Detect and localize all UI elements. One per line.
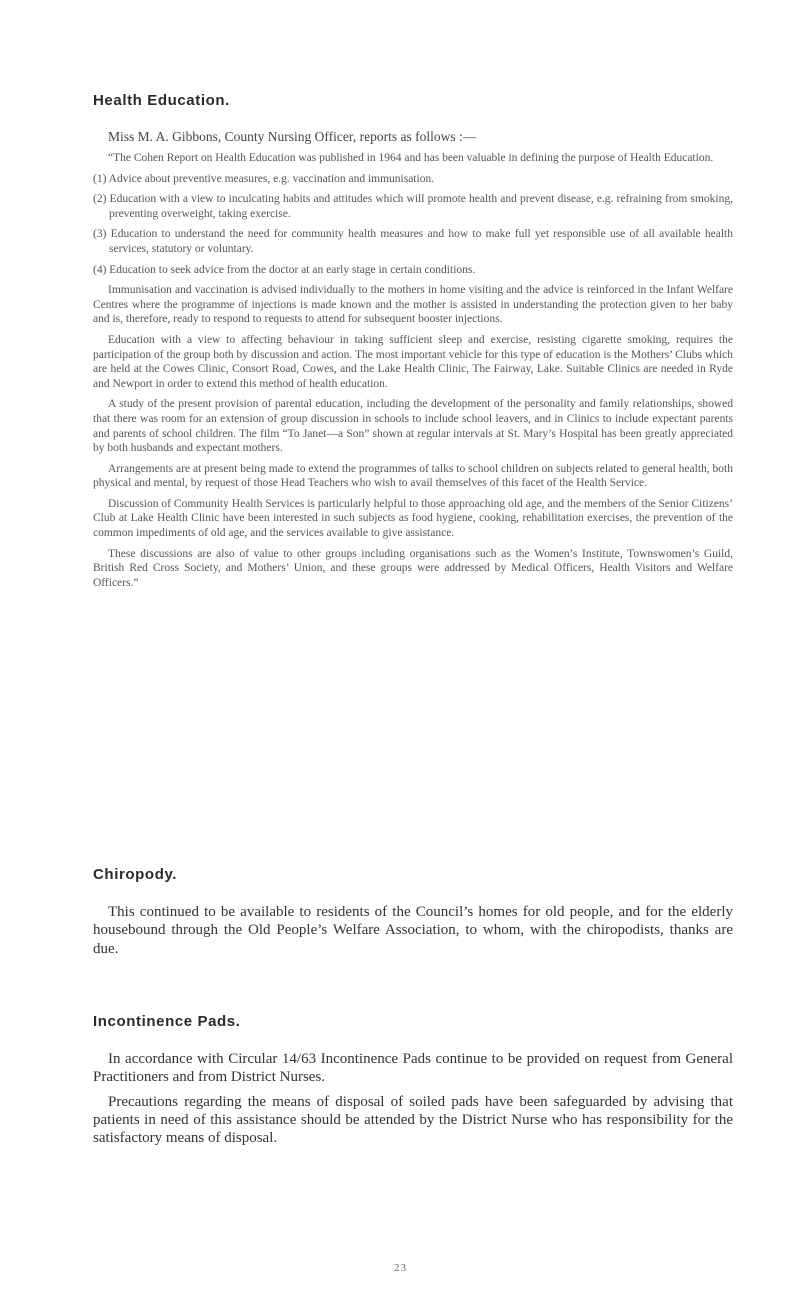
list-item: (4) Education to seek advice from the doctor at an early stage in certain conditions. [93,263,476,276]
other-groups-paragraph: These discussions are also of value to other groups including organisations such as the Women’s Institute, Townswomen’s Guild, British Red Cross Society, and Mothers’ Union, and these groups were addressed by Medical Officers, Health Visitors and Welfare Officers.” [93,547,733,589]
chiropody-paragraph: This continued to be available to residents of the Council’s homes for old people, and for the elderly housebound through the Old People’s Welfare Association, to whom, with the chiropodists, thanks are due. [93,904,733,957]
circular-paragraph: In accordance with Circular 14/63 Incontinence Pads continue to be provided on request from General Practitioners and from District Nurses. [93,1051,733,1086]
school-talks-paragraph: Arrangements are at present being made to extend the programmes of talks to school children on subjects related to general health, both physical and mental, by request of those Head Teachers who wish to avail themselves of this facet of the Health Service. [93,462,733,490]
list-item: (2) Education with a view to inculcating habits and attitudes which will promote health and prevent disease, e.g. refraining from smoking, preventing overweight, taking exercise. [93,193,733,220]
health-education-heading: Health Education. [93,92,230,109]
list-item: (3) Education to understand the need for community health measures and how to make full yet responsible use of all available health services, statutory or voluntary. [93,228,733,255]
parental-education-paragraph: A study of the present provision of parental education, including the development of the personality and family relationships, showed that there was room for an extension of group discussion in schools to include school leavers, and in Clinics to include expectant parents and parents of school children. The film “To Janet—a Son” shown at regular intervals at St. Mary’s Hospital has been greatly appreciated by both husbands and expectant mothers. [93,398,733,455]
community-services-paragraph: Discussion of Community Health Services is particularly helpful to those approaching old age, and the members of the Senior Citizens’ Club at Lake Health Clinic have been interested in such subjects as food hygiene, cooking, rehabilitation exercises, the prevention of the common impediments of old age, and the services available to give assistance. [93,497,733,540]
disposal-paragraph: Precautions regarding the means of disposal of soiled pads have been safeguarded by advising that patients in need of this assistance should be attended by the District Nurse who has responsibility for the satisfactory means of disposal. [93,1093,733,1147]
list-item: (1) Advice about preventive measures, e.g. vaccination and immunisation. [93,172,435,185]
chiropody-section [93,903,733,958]
page-number: 23 [394,1262,407,1274]
behaviour-paragraph: Education with a view to affecting behaviour in taking sufficient sleep and exercise, resisting cigarette smoking, requires the participation of the group both by discussion and action. The most important vehicle for this type of education is the Mothers’ Clubs which are held at the Cowes Clinic, Consort Road, Cowes, and the Lake Health Clinic, The Fairway, Lake. Suitable Clinics are needed in Ryde and Newport in order to extend this method of health education. [93,333,733,390]
chiropody-heading: Chiropody. [93,866,178,883]
intro-paragraph: Miss M. A. Gibbons, County Nursing Officer, reports as follows :— [108,129,477,144]
incontinence-pads-heading: Incontinence Pads. [93,1013,241,1030]
immunisation-paragraph: Immunisation and vaccination is advised individually to the mothers in home visiting and the advice is reinforced in the Infant Welfare Centres where the programme of injections is made known and the mother is assisted in understanding the protection given to her baby and is, therefore, ready to respond to requests to attend for subsequent booster injections. [93,284,733,326]
incontinence-pads-section [93,1050,733,1147]
cohen-report-paragraph: “The Cohen Report on Health Education was published in 1964 and has been valuable in defining the purpose of Health Education. [108,152,714,164]
health-education-section [93,128,733,590]
